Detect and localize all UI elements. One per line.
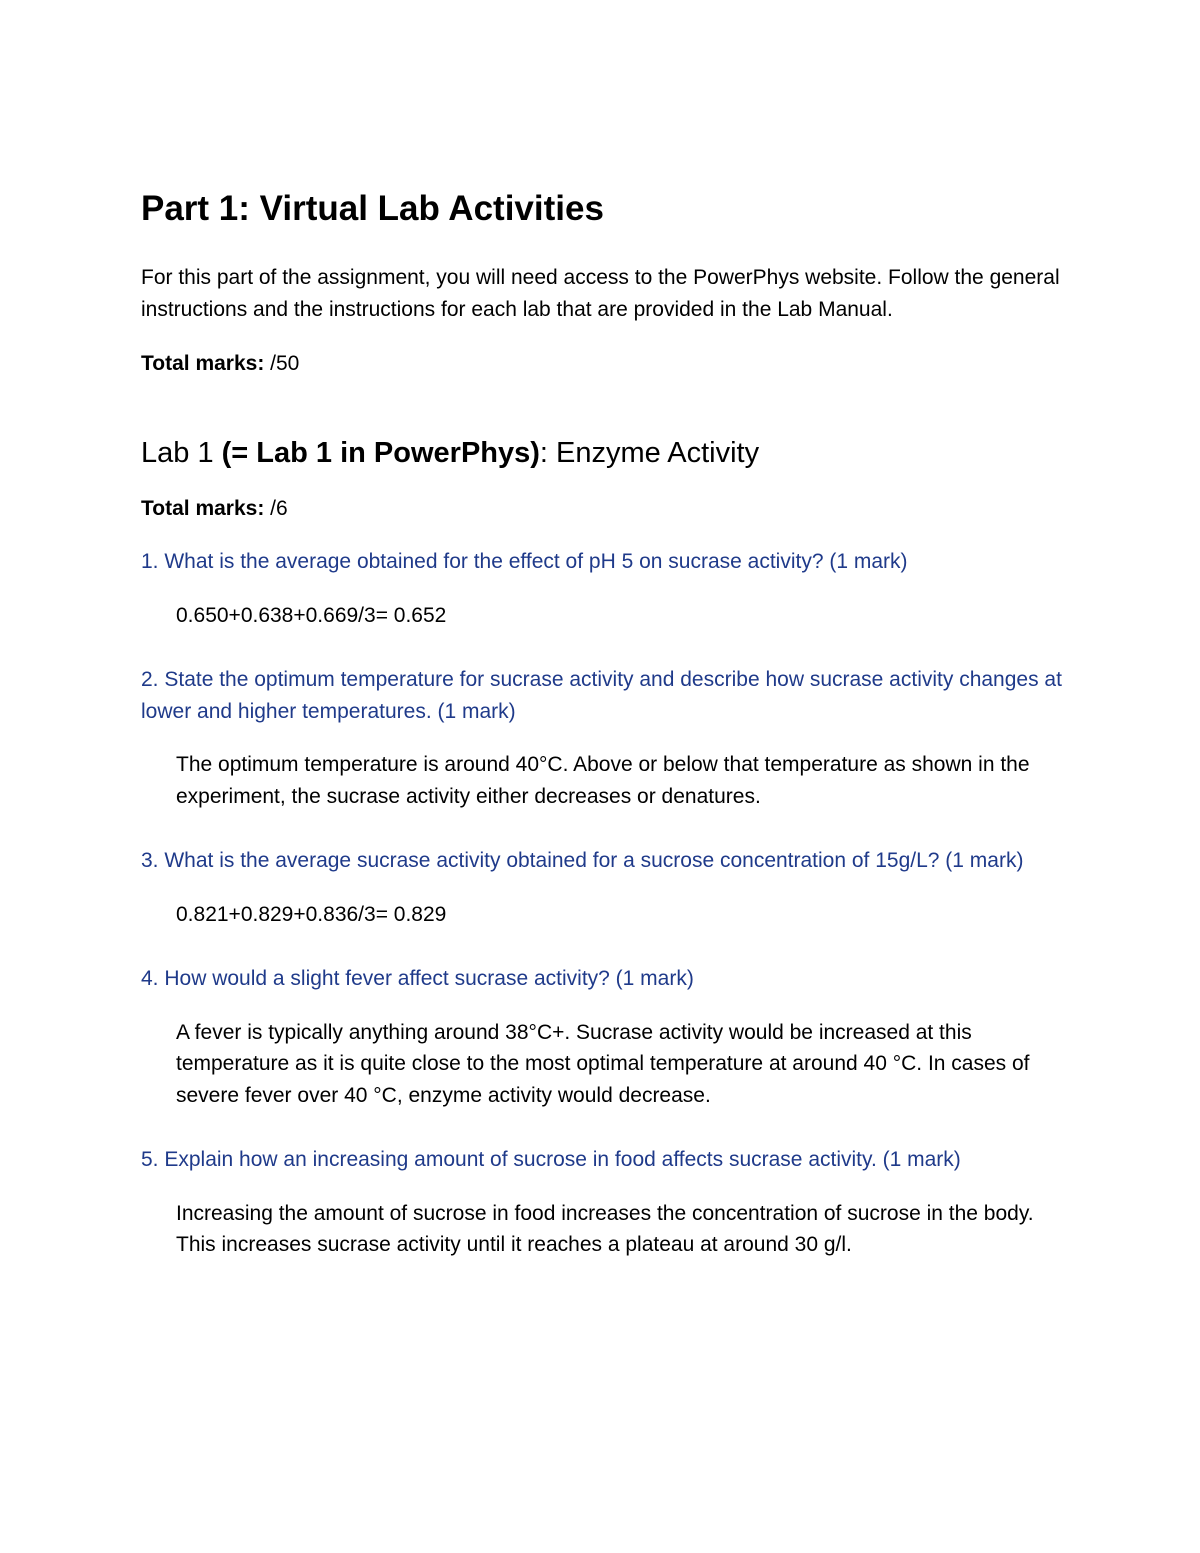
question-5: 5. Explain how an increasing amount of sucrose in food affects sucrase activity. (1 mark) [141, 1148, 961, 1171]
lab-title-suffix: : Enzyme Activity [539, 436, 760, 469]
question-3: 3. What is the average sucrase activity obtained for a sucrose concentration of 15g/L? (1 mark) [141, 849, 1024, 872]
answer-5: Increasing the amount of sucrose in food increases the concentration of sucrose in the body. This increases sucrase activity until it reaches a plateau at around 30 g/l. [176, 1201, 1034, 1256]
answer-1: 0.650+0.638+0.669/3= 0.652 [176, 603, 447, 627]
question-1: 1. What is the average obtained for the effect of pH 5 on sucrase activity? (1 mark) [141, 550, 908, 573]
answer-2: The optimum temperature is around 40°C. Above or below that temperature as shown in the experiment, the sucrase activity either decreases or denatures. [176, 753, 1030, 808]
question-2: 2. State the optimum temperature for sucrase activity and describe how sucrase activity changes at lower and higher temperatures. (1 mark) [141, 668, 1062, 723]
lab-title [141, 433, 1066, 473]
part-total-marks-label: Total marks: [141, 352, 265, 375]
part-total-marks [141, 348, 1066, 380]
lab-total-marks-value: /6 [264, 496, 288, 520]
lab-title-bold: (= Lab 1 in PowerPhys) [221, 436, 540, 469]
part-intro: For this part of the assignment, you will need access to the PowerPhys website. Follow the general instructions and the instructions for each lab that are provided in the Lab Manual. [141, 266, 1060, 321]
lab-title-prefix: Lab 1 [141, 436, 222, 469]
part-title: Part 1: Virtual Lab Activities [141, 189, 604, 228]
part-total-marks-value: /50 [264, 352, 300, 375]
document-page [141, 185, 1066, 1261]
lab-total-marks-label: Total marks: [141, 496, 265, 520]
lab-total-marks [141, 493, 1066, 525]
answer-4: A fever is typically anything around 38°C+. Sucrase activity would be increased at this temperature as it is quite close to the most optimal temperature at around 40 °C. In cases of severe fever over 40 °C, enzyme activity would decrease. [176, 1020, 1030, 1107]
answer-3: 0.821+0.829+0.836/3= 0.829 [176, 902, 447, 926]
question-4: 4. How would a slight fever affect sucrase activity? (1 mark) [141, 967, 694, 990]
